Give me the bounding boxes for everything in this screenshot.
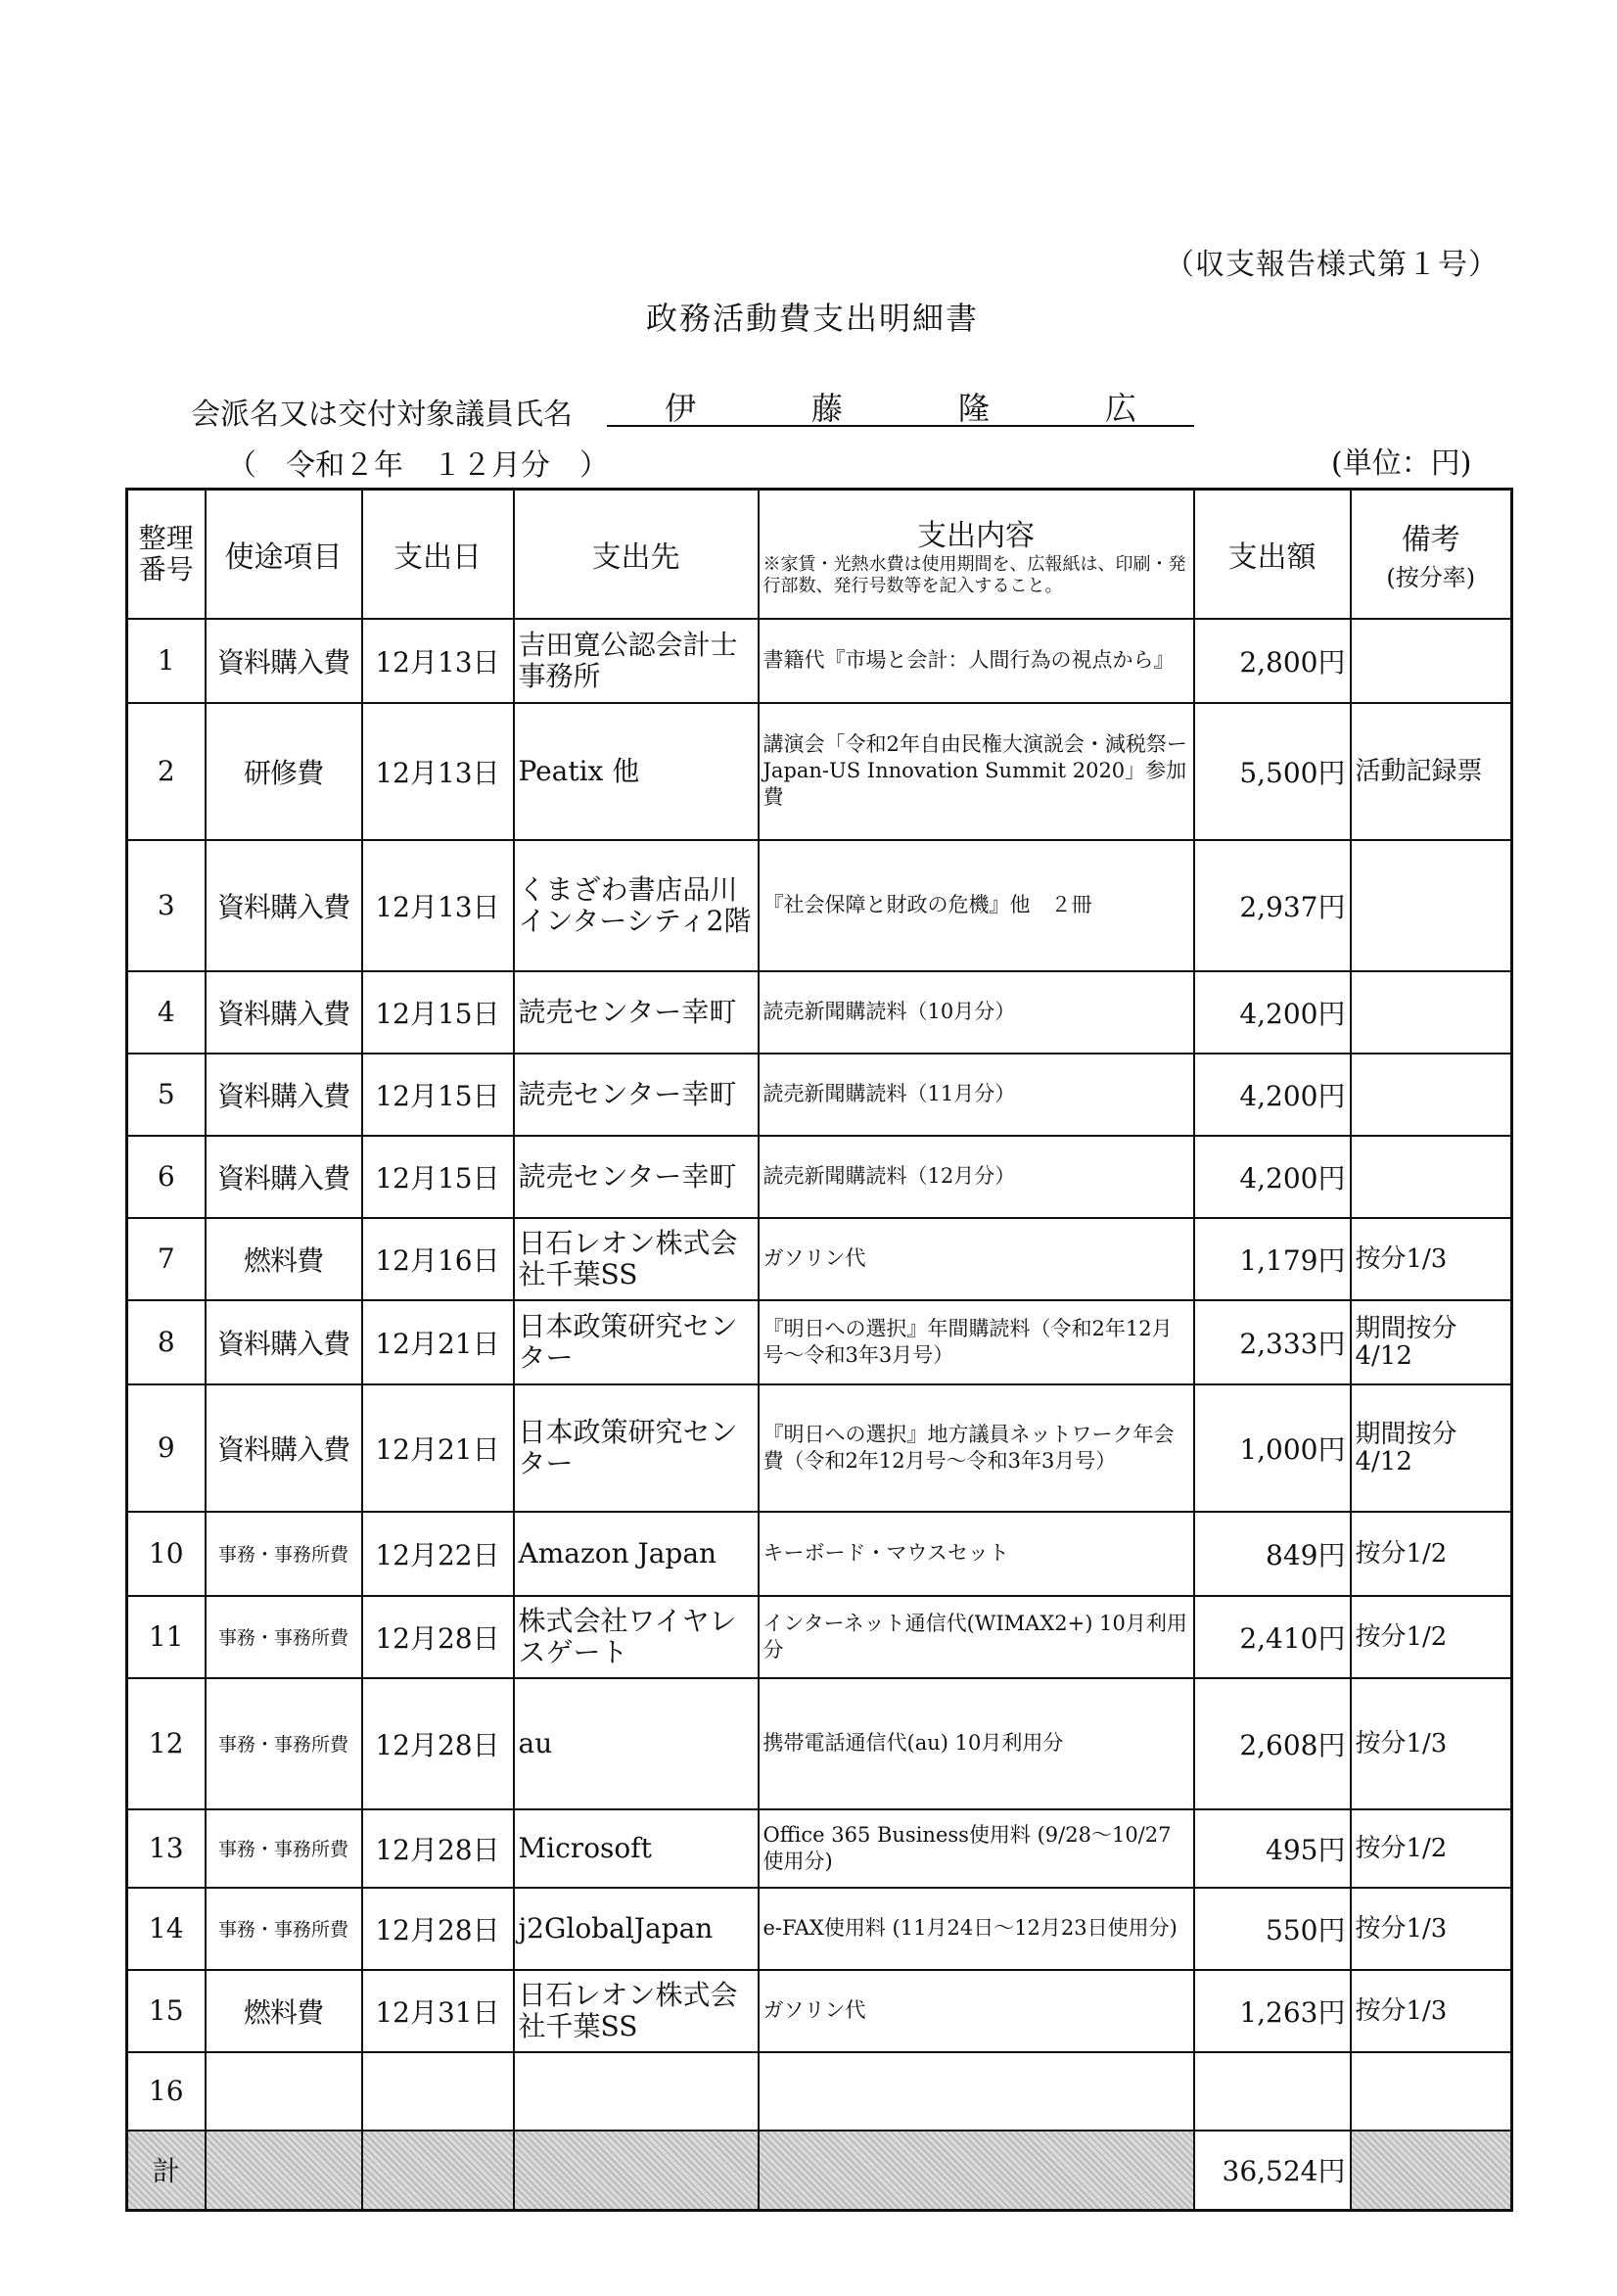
header-row (127, 490, 1512, 619)
row-category: 燃料費 (206, 1970, 362, 2052)
header-content-title: 支出内容 (917, 518, 1035, 553)
row-category: 資料購入費 (206, 1136, 362, 1218)
row-category: 事務・事務所費 (206, 1596, 362, 1678)
row-date: 12月28日 (362, 1596, 514, 1678)
row-amount: 1,263円 (1194, 1970, 1351, 2052)
row-amount: 4,200円 (1194, 1054, 1351, 1136)
row-content: 携帯電話通信代(au) 10月利用分 (759, 1678, 1194, 1809)
row-note (1351, 1054, 1512, 1136)
total-blank (206, 2131, 362, 2211)
row-category: 資料購入費 (206, 619, 362, 703)
row-note: 按分1/3 (1351, 1218, 1512, 1300)
period: （ 令和２年 １２月分 ） (227, 448, 609, 483)
row-payee: j2GlobalJapan (514, 1888, 759, 1970)
row-no: 11 (127, 1596, 206, 1678)
row-no: 15 (127, 1970, 206, 2052)
row-date: 12月22日 (362, 1512, 514, 1596)
unit-label: (単位：円) (1331, 446, 1472, 481)
member-name-char: 藤 (810, 390, 843, 427)
row-amount: 4,200円 (1194, 971, 1351, 1054)
row-note: 按分1/2 (1351, 1809, 1512, 1888)
row-content: e-FAX使用料 (11月24日～12月23日使用分) (759, 1888, 1194, 1970)
row-payee (514, 2052, 759, 2131)
row-content: 『明日への選択』年間購読料（令和2年12月号～令和3年3月号） (759, 1300, 1194, 1384)
header-no: 整理番号 (127, 490, 206, 619)
expense-table (125, 488, 1513, 2212)
row-no: 10 (127, 1512, 206, 1596)
header-date: 支出日 (362, 490, 514, 619)
row-content: ガソリン代 (759, 1970, 1194, 2052)
row-content: 『明日への選択』地方議員ネットワーク年会費（令和2年12月号～令和3年3月号） (759, 1384, 1194, 1512)
table-row (127, 1512, 1512, 1596)
table-row (127, 840, 1512, 971)
row-category: 事務・事務所費 (206, 1512, 362, 1596)
header-remarks (1351, 490, 1512, 619)
row-content (759, 2052, 1194, 2131)
table-row (127, 1218, 1512, 1300)
row-no: 8 (127, 1300, 206, 1384)
row-amount: 2,937円 (1194, 840, 1351, 971)
row-date: 12月13日 (362, 840, 514, 971)
row-amount (1194, 2052, 1351, 2131)
row-payee: 読売センター幸町 (514, 1136, 759, 1218)
header-remarks-sub: (按分率) (1386, 564, 1476, 592)
row-content: 書籍代『市場と会計：人間行為の視点から』 (759, 619, 1194, 703)
row-note (1351, 619, 1512, 703)
table-row (127, 1054, 1512, 1136)
row-no: 3 (127, 840, 206, 971)
row-no: 5 (127, 1054, 206, 1136)
header-payee: 支出先 (514, 490, 759, 619)
row-category: 資料購入費 (206, 840, 362, 971)
row-amount: 4,200円 (1194, 1136, 1351, 1218)
row-category: 事務・事務所費 (206, 1678, 362, 1809)
row-note (1351, 1136, 1512, 1218)
table-row (127, 619, 1512, 703)
member-label: 会派名又は交付対象議員氏名 (191, 398, 573, 432)
form-number: （収支報告様式第１号） (1165, 248, 1499, 282)
table-row (127, 1596, 1512, 1678)
row-no: 12 (127, 1678, 206, 1809)
row-payee: Peatix 他 (514, 703, 759, 840)
row-amount: 2,800円 (1194, 619, 1351, 703)
row-category: 資料購入費 (206, 1300, 362, 1384)
row-date: 12月21日 (362, 1384, 514, 1512)
row-no: 6 (127, 1136, 206, 1218)
row-category (206, 2052, 362, 2131)
row-amount: 2,410円 (1194, 1596, 1351, 1678)
row-date: 12月21日 (362, 1300, 514, 1384)
row-date: 12月15日 (362, 1054, 514, 1136)
total-blank (514, 2131, 759, 2211)
row-payee: 日石レオン株式会社千葉SS (514, 1970, 759, 2052)
total-blank (1351, 2131, 1512, 2211)
row-payee: Amazon Japan (514, 1512, 759, 1596)
row-content: ガソリン代 (759, 1218, 1194, 1300)
row-date: 12月31日 (362, 1970, 514, 2052)
row-content: Office 365 Business使用料 (9/28～10/27使用分) (759, 1809, 1194, 1888)
row-note (1351, 971, 1512, 1054)
row-category: 事務・事務所費 (206, 1809, 362, 1888)
header-content-note: ※家賃・光熱水費は使用期間を、広報紙は、印刷・発行部数、発行号数等を記入すること。 (762, 553, 1186, 596)
row-date: 12月28日 (362, 1809, 514, 1888)
row-amount: 2,608円 (1194, 1678, 1351, 1809)
row-note (1351, 2052, 1512, 2131)
total-blank (362, 2131, 514, 2211)
row-amount: 5,500円 (1194, 703, 1351, 840)
row-note: 按分1/2 (1351, 1596, 1512, 1678)
table-row (127, 1300, 1512, 1384)
row-payee: Microsoft (514, 1809, 759, 1888)
row-payee: 読売センター幸町 (514, 1054, 759, 1136)
total-label: 計 (127, 2131, 206, 2211)
row-payee: 日石レオン株式会社千葉SS (514, 1218, 759, 1300)
table-row (127, 2052, 1512, 2131)
row-category: 事務・事務所費 (206, 1888, 362, 1970)
row-no: 2 (127, 703, 206, 840)
row-note: 活動記録票 (1351, 703, 1512, 840)
row-amount: 849円 (1194, 1512, 1351, 1596)
row-no: 7 (127, 1218, 206, 1300)
row-amount: 495円 (1194, 1809, 1351, 1888)
row-no: 16 (127, 2052, 206, 2131)
row-no: 4 (127, 971, 206, 1054)
member-name-char: 伊 (664, 390, 696, 427)
table-row (127, 1809, 1512, 1888)
member-name-char: 広 (1104, 390, 1136, 427)
row-date: 12月15日 (362, 1136, 514, 1218)
row-note: 按分1/3 (1351, 1970, 1512, 2052)
table-row (127, 1888, 1512, 1970)
row-no: 13 (127, 1809, 206, 1888)
table-row (127, 1384, 1512, 1512)
row-category: 資料購入費 (206, 1054, 362, 1136)
row-note: 按分1/3 (1351, 1678, 1512, 1809)
row-payee: au (514, 1678, 759, 1809)
total-amount: 36,524円 (1194, 2131, 1351, 2211)
row-amount: 1,000円 (1194, 1384, 1351, 1512)
row-note: 期間按分4/12 (1351, 1300, 1512, 1384)
row-date: 12月28日 (362, 1888, 514, 1970)
table-row (127, 1970, 1512, 2052)
row-date: 12月28日 (362, 1678, 514, 1809)
row-content: 『社会保障と財政の危機』他 ２冊 (759, 840, 1194, 971)
total-blank (759, 2131, 1194, 2211)
table-row (127, 703, 1512, 840)
header-category: 使途項目 (206, 490, 362, 619)
row-date: 12月15日 (362, 971, 514, 1054)
row-payee: 読売センター幸町 (514, 971, 759, 1054)
header-amount: 支出額 (1194, 490, 1351, 619)
row-no: 9 (127, 1384, 206, 1512)
row-date: 12月13日 (362, 619, 514, 703)
total-row (127, 2131, 1512, 2211)
table-row (127, 1136, 1512, 1218)
row-content: インターネット通信代(WIMAX2+) 10月利用分 (759, 1596, 1194, 1678)
row-content: 読売新聞購読料（11月分） (759, 1054, 1194, 1136)
row-date: 12月16日 (362, 1218, 514, 1300)
member-name (607, 384, 1194, 427)
header-content (759, 490, 1194, 619)
row-content: 読売新聞購読料（10月分） (759, 971, 1194, 1054)
row-note: 按分1/2 (1351, 1512, 1512, 1596)
table-row (127, 1678, 1512, 1809)
row-note: 期間按分4/12 (1351, 1384, 1512, 1512)
row-payee: 日本政策研究センター (514, 1384, 759, 1512)
row-note: 按分1/3 (1351, 1888, 1512, 1970)
row-date: 12月13日 (362, 703, 514, 840)
row-category: 資料購入費 (206, 1384, 362, 1512)
row-content: キーボード・マウスセット (759, 1512, 1194, 1596)
table-row (127, 971, 1512, 1054)
row-amount: 1,179円 (1194, 1218, 1351, 1300)
row-category: 燃料費 (206, 1218, 362, 1300)
row-date (362, 2052, 514, 2131)
member-name-char: 隆 (957, 390, 990, 427)
row-payee: 吉田寛公認会計士事務所 (514, 619, 759, 703)
row-amount: 550円 (1194, 1888, 1351, 1970)
row-category: 研修費 (206, 703, 362, 840)
header-remarks-title: 備考 (1401, 523, 1460, 558)
row-payee: くまざわ書店品川インターシティ2階 (514, 840, 759, 971)
row-payee: 株式会社ワイヤレスゲート (514, 1596, 759, 1678)
row-category: 資料購入費 (206, 971, 362, 1054)
row-payee: 日本政策研究センター (514, 1300, 759, 1384)
row-note (1351, 840, 1512, 971)
row-no: 1 (127, 619, 206, 703)
row-amount: 2,333円 (1194, 1300, 1351, 1384)
row-content: 読売新聞購読料（12月分） (759, 1136, 1194, 1218)
row-no: 14 (127, 1888, 206, 1970)
row-content: 講演会「令和2年自由民権大演説会・減税祭ーJapan-US Innovation Summit 2020」参加費 (759, 703, 1194, 840)
document-title: 政務活動費支出明細書 (646, 300, 980, 337)
